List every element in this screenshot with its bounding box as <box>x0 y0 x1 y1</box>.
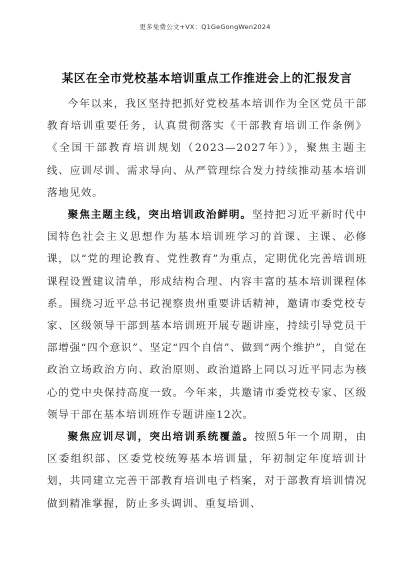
header-note: 更多免费公文+VX：Q1GeGongWen2024 <box>139 23 271 31</box>
paragraph-text: 按照5年一个周期，由区委组织部、区委党校统筹基本培训量，年初制定年度培训计划，共同建立完善干部教育培训电子档案，对于部教育培训情况做到精准掌握，防止多头调训、重复培训、 <box>47 431 367 510</box>
paragraph-lead: 聚焦应训尽训，突出培训系统覆盖。 <box>67 431 255 444</box>
document-title: 某区在全市党校基本培训重点工作推进会上的汇报发言 <box>61 71 353 85</box>
paragraph <box>47 426 367 515</box>
paragraph-text: 坚持把习近平新时代中国特色社会主义思想作为基本培训班学习的首课、主课、必修课，以“党的理论教育、党性教育”为重点，定期优化完善培训班课程设置建议清单，形成结构合理、内容丰富的基本培训课程体系。围绕习近平总书记视察贵州重要讲话精神，邀请市委党校专家、区级领导干部到基本培训班开展专题讲座，持续引导党员干部增强“四个意识”、坚定“四个自信”、做到“两个维护”，自觉在政治立场政治方向、政治原则、政治道路上同以习近平同志为核心的党中央保持高度一致。今年来，共邀请市委党校专家、区级领导干部在基本培训班作专题讲座12次。 <box>47 209 367 421</box>
paragraph <box>47 204 367 426</box>
paragraph <box>47 93 367 204</box>
paragraph-text: 今年以来，我区坚持把抓好党校基本培训作为全区党员干部教育培训重要任务，认真贯彻落实《干部教育培训工作条例》《全国干部教育培训规划（2023—2027年）》，聚焦主题主线、应训尽训、需求导向、从严管理综合发力持续推动基本培训落地见效。 <box>47 98 367 199</box>
paragraph-lead: 聚焦主题主线，突出培训政治鲜明。 <box>67 209 253 222</box>
document-body <box>47 93 367 515</box>
